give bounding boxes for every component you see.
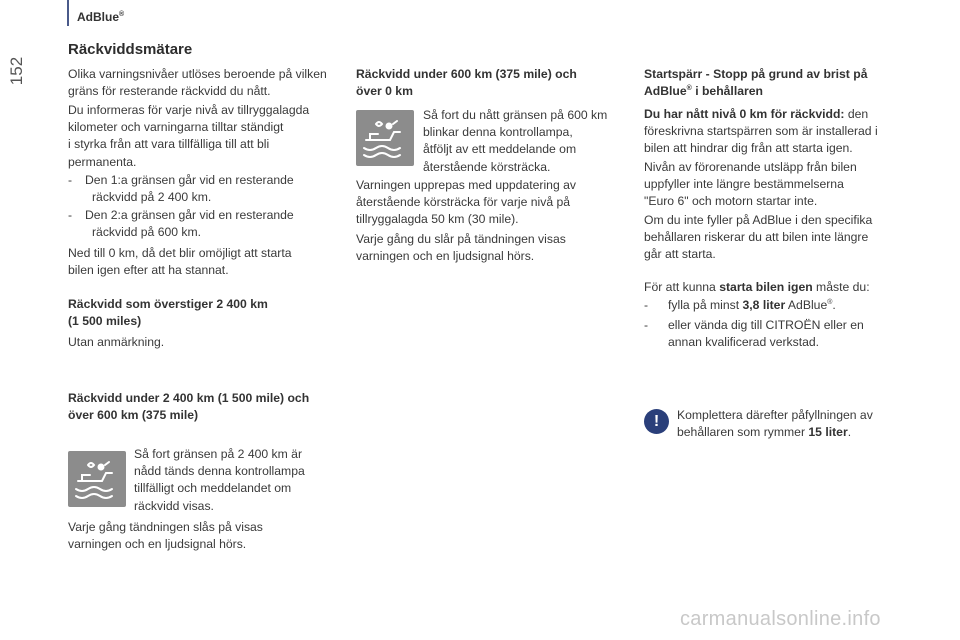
paragraph: Varningen upprepas med uppdatering av återstående körsträcka för varje nivå på tillryggalagda 50 km (30 mile). bbox=[356, 178, 576, 227]
list-item: - eller vända dig till CITROËN eller en annan kvalificerad verkstad. bbox=[644, 318, 864, 350]
subheading-under-2400: Räckvidd under 2 400 km (1 500 mile) och över 600 km (375 mile) bbox=[68, 391, 310, 423]
header-rule bbox=[67, 0, 69, 26]
adblue-warning-lamp-icon bbox=[356, 110, 414, 166]
paragraph: Varje gång du slår på tändningen visas varningen och en ljudsignal hörs. bbox=[356, 232, 566, 264]
footer-watermark: carmanualsonline.info bbox=[680, 608, 881, 630]
paragraph: Ned till 0 km, då det blir omöjligt att starta bilen igen efter att ha stannat. bbox=[68, 246, 292, 278]
intro-paragraph: Olika varningsnivåer utlöses beroende på vilken gräns för resterande räckvidd du nått. bbox=[68, 67, 327, 99]
subheading-over-2400: Räckvidd som överstiger 2 400 km (1 500 miles) bbox=[68, 297, 268, 329]
page-title: Räckviddsmätare bbox=[68, 41, 193, 58]
subheading-under-600: Räckvidd under 600 km (375 mile) och över 0 km bbox=[356, 67, 577, 99]
paragraph: Nivån av förorenande utsläpp från bilen uppfyller inte längre bestämmelserna "Euro 6" och motorn startar inte. bbox=[644, 160, 857, 209]
paragraph: Om du inte fyller på AdBlue i den specifika behållaren riskerar du att bilen inte längre går att starta. bbox=[644, 213, 873, 262]
list-item: - Den 1:a gränsen går vid en resterande räckvidd på 2 400 km. bbox=[68, 173, 294, 205]
list-item: - fylla på minst 3,8 liter AdBlue®. bbox=[644, 298, 836, 312]
page-number: 152 bbox=[7, 56, 26, 86]
section-label: AdBlue® bbox=[77, 10, 125, 24]
adblue-warning-lamp-icon bbox=[68, 451, 126, 507]
paragraph: Utan anmärkning. bbox=[68, 335, 165, 349]
list-item: - Den 2:a gränsen går vid en resterande räckvidd på 600 km. bbox=[68, 208, 294, 240]
subheading-start-block: Startspärr - Stopp på grund av brist på AdBlue® i behållaren bbox=[644, 67, 868, 99]
paragraph: För att kunna starta bilen igen måste du: bbox=[644, 280, 870, 294]
paragraph: Varje gång tändningen slås på visas varningen och en ljudsignal hörs. bbox=[68, 520, 263, 552]
note-text: Komplettera därefter påfyllningen av behållaren som rymmer 15 liter. bbox=[677, 408, 873, 440]
info-paragraph: Du informeras för varje nivå av tillryggalagda kilometer och varningarna tilltar ständigt i styrka från att vara tillfälliga till att bli permanenta. bbox=[68, 103, 310, 169]
icon-description: Så fort gränsen på 2 400 km är nådd tänds denna kontrollampa tillfälligt och meddelandet om räckvidd visas. bbox=[134, 447, 305, 513]
icon-description: Så fort du nått gränsen på 600 km blinkar denna kontrollampa, åtföljt av ett meddelande om återstående körsträcka. bbox=[423, 108, 608, 174]
exclamation-icon: ! bbox=[644, 409, 669, 434]
paragraph: Du har nått nivå 0 km för räckvidd: den föreskrivna startspärren som är installerad i bilen att hindrar dig från att starta igen. bbox=[644, 107, 878, 156]
